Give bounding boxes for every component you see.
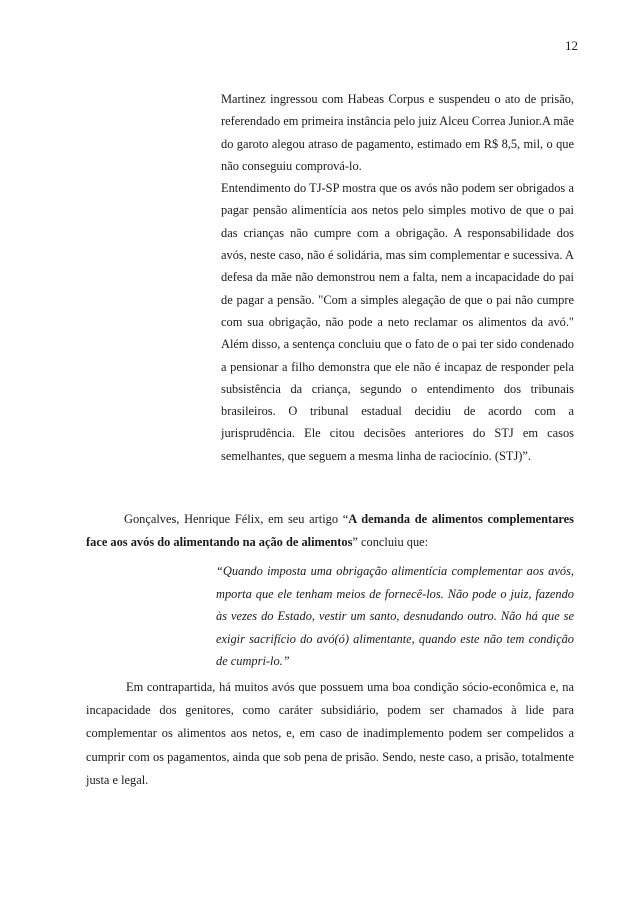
- quote-paragraph: Entendimento do TJ-SP mostra que os avós não podem ser obrigados a pagar pensão alimentícia aos netos pelo simples motivo de que o pai das crianças não cumpre com a obrigação. A responsabilidade dos avós, neste caso, não é solidária, mas sim complementar e sucessiva. A defesa da mãe não demonstrou nem a falta, nem a incapacidade do pai de pagar a pensão. "Com a simples alegação de que o pai não cumpre com sua obrigação, não pode a neto reclamar os alimentos da avó." Além disso, a sentença concluiu que o fato de o pai ter sido condenado a pensionar a filho demonstra que ele não é incapaz de responder pela subsistência da criança, segundo o entendimento dos tribunais brasileiros. O tribunal estadual decidiu de acordo com a jurisprudência. Ele citou decisões anteriores do STJ em casos semelhantes, que seguem a mesma linha de raciocínio. (STJ)”.: [221, 181, 574, 463]
- block-quote-news: [221, 88, 574, 467]
- quote-paragraph: “Quando imposta uma obrigação alimentícia complementar aos avós, mporta que ele tenham meios de fornecê-los. Não pode o juiz, fazendo às vezes do Estado, vestir um santo, desnudando outro. Não há que se exigir sacrifício do avó(ó) alimentante, quando este não tem condição de cumpri-lo.”: [216, 564, 574, 669]
- article-title: A demanda de alimentos complementares face aos avós do alimentando na ação de alimentos: [86, 512, 574, 549]
- quote-paragraph: Martinez ingressou com Habeas Corpus e suspendeu o ato de prisão, referendado em primeira instância pelo juiz Alceu Correa Junior.A mãe do garoto alegou atraso de pagamento, estimado em R$ 8,5, mil, o que não conseguiu comprová-lo.: [221, 92, 574, 173]
- body-paragraph: [86, 676, 574, 792]
- citation-tail: ” concluiu que:: [352, 534, 429, 549]
- block-quote-author: [216, 560, 574, 673]
- paragraph-text: [86, 508, 574, 553]
- body-paragraph: [86, 508, 574, 553]
- paragraph-text: Em contrapartida, há muitos avós que possuem uma boa condição sócio-econômica e, na incapacidade dos genitores, como caráter subsidiário, podem ser chamados à lide para complementar os alimentos aos netos, e, em caso de inadimplemento podem ser compelidos a cumprir com os pagamentos, ainda que sob pena de prisão. Sendo, neste caso, a prisão, totalmente justa e legal.: [86, 680, 574, 787]
- citation-lead: Gonçalves, Henrique Félix, em seu artigo “: [124, 512, 349, 526]
- page-number: 12: [565, 38, 578, 53]
